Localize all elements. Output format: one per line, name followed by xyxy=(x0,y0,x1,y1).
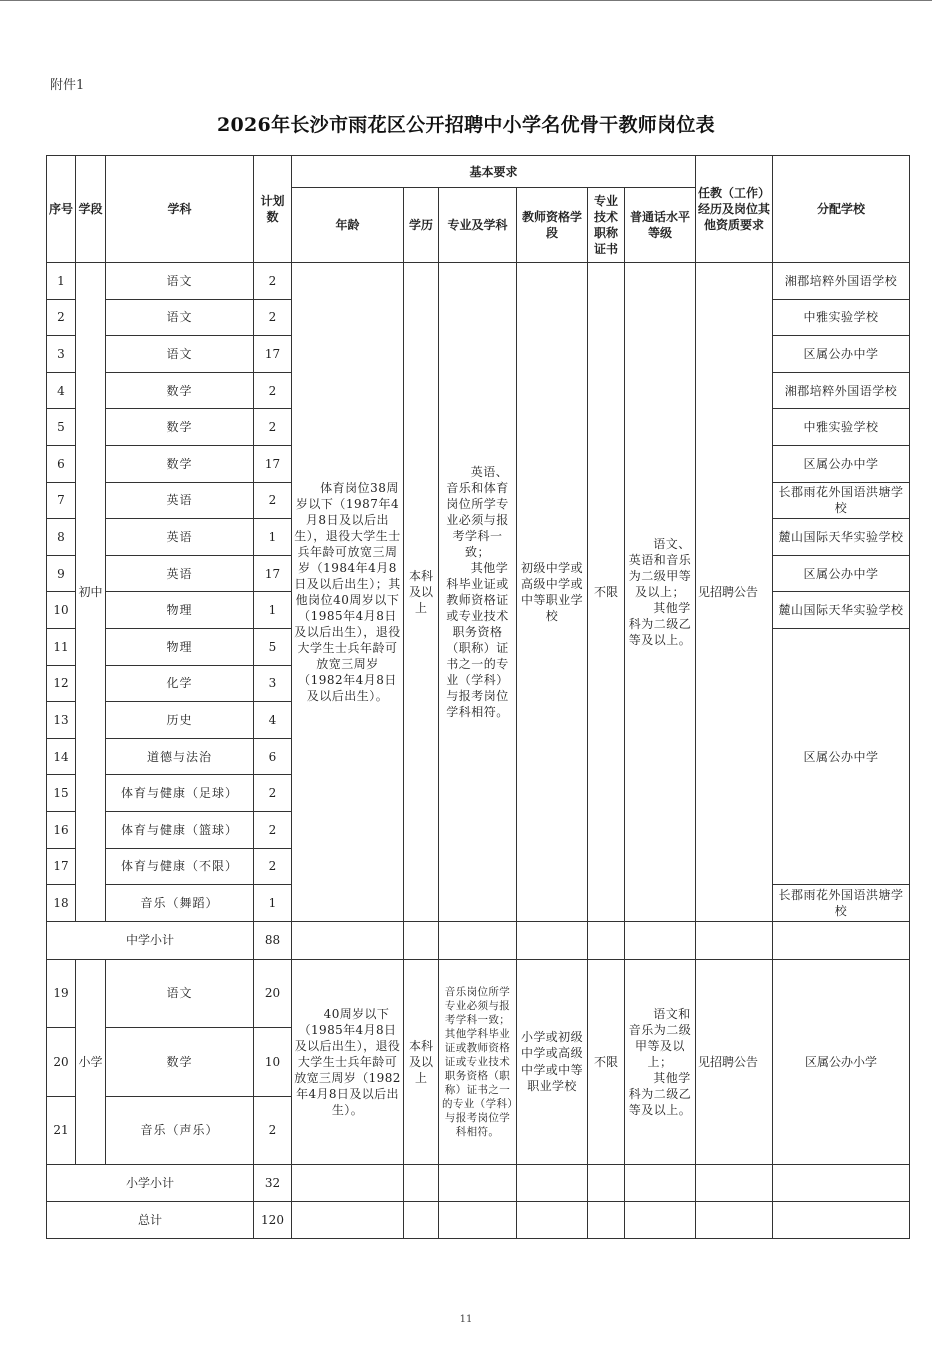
row-school: 区属公办中学 xyxy=(773,628,910,884)
row-subject: 语文 xyxy=(106,959,254,1028)
header-seq: 序号 xyxy=(47,156,76,263)
row-plan: 2 xyxy=(254,811,292,848)
empty-cell xyxy=(292,1165,404,1202)
row-plan: 2 xyxy=(254,299,292,336)
row-subject: 音乐（声乐） xyxy=(106,1096,254,1165)
row-plan: 5 xyxy=(254,628,292,665)
row-school: 麓山国际天华实验学校 xyxy=(773,519,910,556)
header-title-cert: 专业技术职称证书 xyxy=(588,188,625,263)
row-plan: 1 xyxy=(254,519,292,556)
page-title: 2026年长沙市雨花区公开招聘中小学名优骨干教师岗位表 xyxy=(217,114,715,136)
row-school: 湘郡培粹外国语学校 xyxy=(773,372,910,409)
row-school: 中雅实验学校 xyxy=(773,409,910,446)
row-subject: 物理 xyxy=(106,628,254,665)
primary-age-requirement: 40周岁以下（1985年4月8日及以后出生），退役大学生士兵年龄可放宽三周岁（1982年4月8日及以后出生）。 xyxy=(292,959,404,1165)
header-subject: 学科 xyxy=(106,156,254,263)
row-seq: 19 xyxy=(47,959,76,1028)
header-basic-requirements: 基本要求 xyxy=(292,156,696,188)
row-subject: 音乐（舞蹈） xyxy=(106,885,254,922)
empty-cell xyxy=(404,1165,439,1202)
empty-cell xyxy=(292,921,404,959)
row-seq: 21 xyxy=(47,1096,76,1165)
primary-mandarin-p1: 语文和音乐为二级甲等及以上； xyxy=(628,1006,692,1069)
empty-cell xyxy=(696,921,773,959)
row-school: 麓山国际天华实验学校 xyxy=(773,592,910,629)
row-seq: 3 xyxy=(47,336,76,373)
header-age: 年龄 xyxy=(292,188,404,263)
empty-cell xyxy=(517,921,588,959)
empty-cell xyxy=(696,1165,773,1202)
row-seq: 2 xyxy=(47,299,76,336)
row-subject: 语文 xyxy=(106,336,254,373)
empty-cell xyxy=(625,1165,696,1202)
total-value: 120 xyxy=(254,1202,292,1239)
empty-cell xyxy=(625,1202,696,1239)
stage-primary: 小学 xyxy=(76,959,106,1165)
row-school: 中雅实验学校 xyxy=(773,299,910,336)
empty-cell xyxy=(517,1165,588,1202)
row-school: 区属公办中学 xyxy=(773,555,910,592)
row-school: 长郡雨花外国语洪塘学校 xyxy=(773,885,910,922)
row-plan: 3 xyxy=(254,665,292,702)
row-subject: 物理 xyxy=(106,592,254,629)
attachment-label: 附件1 xyxy=(50,78,85,93)
row-subject: 体育与健康（足球） xyxy=(106,775,254,812)
row-subject: 历史 xyxy=(106,702,254,739)
primary-major-requirement: 音乐岗位所学专业必须与报考学科一致；其他学科毕业证或教师资格证或专业技术职务资格（职称）证书之一的专业（学科）与报考岗位学科相符。 xyxy=(439,959,517,1165)
row-plan: 17 xyxy=(254,555,292,592)
middle-other-requirement: 见招聘公告 xyxy=(696,263,773,922)
empty-cell xyxy=(588,1165,625,1202)
middle-title-cert: 不限 xyxy=(588,263,625,922)
top-border-line xyxy=(0,0,932,1)
total-row xyxy=(47,1202,910,1239)
total-label: 总计 xyxy=(47,1202,254,1239)
middle-age-requirement: 体育岗位38周岁以下（1987年4月8日及以后出生），退役大学生士兵年龄可放宽三周岁（1984年4月8日及以后出生）；其他岗位40周岁以下（1985年4月8日及以后出生），退役大学生士兵年龄可放宽三周岁（1982年4月8日及以后出生）。 xyxy=(292,263,404,922)
primary-mandarin-p2: 其他学科为二级乙等及以上。 xyxy=(628,1070,692,1117)
middle-mandarin-requirement xyxy=(625,263,696,922)
row-subject: 英语 xyxy=(106,555,254,592)
middle-education: 本科及以上 xyxy=(404,263,439,922)
row-seq: 4 xyxy=(47,372,76,409)
row-seq: 14 xyxy=(47,738,76,775)
middle-major-requirement xyxy=(439,263,517,922)
middle-major-p2: 其他学科毕业证或教师资格证或专业技术职务资格（职称）证书之一的专业（学科）与报考岗位学科相符。 xyxy=(446,560,509,719)
empty-cell xyxy=(625,921,696,959)
row-plan: 2 xyxy=(254,263,292,300)
empty-cell xyxy=(439,921,517,959)
empty-cell xyxy=(773,921,910,959)
empty-cell xyxy=(439,1202,517,1239)
row-plan: 2 xyxy=(254,848,292,885)
empty-cell xyxy=(439,1165,517,1202)
row-seq: 7 xyxy=(47,482,76,519)
empty-cell xyxy=(404,1202,439,1239)
middle-mandarin-p2: 其他学科为二级乙等及以上。 xyxy=(628,600,692,647)
table-row xyxy=(47,959,910,1028)
row-seq: 11 xyxy=(47,628,76,665)
primary-subtotal-value: 32 xyxy=(254,1165,292,1202)
row-subject: 数学 xyxy=(106,409,254,446)
header-education: 学历 xyxy=(404,188,439,263)
row-school: 湘郡培粹外国语学校 xyxy=(773,263,910,300)
row-seq: 15 xyxy=(47,775,76,812)
row-school: 区属公办中学 xyxy=(773,445,910,482)
row-seq: 12 xyxy=(47,665,76,702)
row-plan: 2 xyxy=(254,372,292,409)
empty-cell xyxy=(517,1202,588,1239)
header-stage: 学段 xyxy=(76,156,106,263)
header-plan: 计划数 xyxy=(254,156,292,263)
row-subject: 语文 xyxy=(106,299,254,336)
middle-cert-stage: 初级中学或高级中学或中等职业学校 xyxy=(517,263,588,922)
row-plan: 1 xyxy=(254,885,292,922)
row-plan: 1 xyxy=(254,592,292,629)
row-plan: 2 xyxy=(254,409,292,446)
primary-school: 区属公办小学 xyxy=(773,959,910,1165)
row-seq: 9 xyxy=(47,555,76,592)
empty-cell xyxy=(404,921,439,959)
row-seq: 5 xyxy=(47,409,76,446)
primary-mandarin-requirement xyxy=(625,959,696,1165)
primary-cert-stage: 小学或初级中学或高级中学或中等职业学校 xyxy=(517,959,588,1165)
row-plan: 10 xyxy=(254,1028,292,1097)
row-subject: 英语 xyxy=(106,519,254,556)
row-subject: 化学 xyxy=(106,665,254,702)
stage-middle: 初中 xyxy=(76,263,106,922)
row-plan: 17 xyxy=(254,445,292,482)
empty-cell xyxy=(696,1202,773,1239)
row-subject: 数学 xyxy=(106,1028,254,1097)
row-seq: 18 xyxy=(47,885,76,922)
row-plan: 17 xyxy=(254,336,292,373)
header-other-requirements: 任教（工作）经历及岗位其他资质要求 xyxy=(696,156,773,263)
row-plan: 6 xyxy=(254,738,292,775)
row-plan: 2 xyxy=(254,775,292,812)
row-plan: 2 xyxy=(254,1096,292,1165)
row-seq: 17 xyxy=(47,848,76,885)
table-row xyxy=(47,263,910,300)
primary-title-cert: 不限 xyxy=(588,959,625,1165)
row-subject: 道德与法治 xyxy=(106,738,254,775)
row-seq: 16 xyxy=(47,811,76,848)
middle-mandarin-p1: 语文、英语和音乐为二级甲等及以上； xyxy=(628,536,692,599)
empty-cell xyxy=(773,1202,910,1239)
middle-subtotal-row xyxy=(47,921,910,959)
row-school: 区属公办中学 xyxy=(773,336,910,373)
row-seq: 20 xyxy=(47,1028,76,1097)
empty-cell xyxy=(773,1165,910,1202)
row-subject: 体育与健康（不限） xyxy=(106,848,254,885)
empty-cell xyxy=(588,921,625,959)
middle-subtotal-label: 中学小计 xyxy=(47,921,254,959)
header-cert-stage: 教师资格学段 xyxy=(517,188,588,263)
header-mandarin: 普通话水平等级 xyxy=(625,188,696,263)
row-seq: 10 xyxy=(47,592,76,629)
page-number: 11 xyxy=(459,1314,473,1325)
empty-cell xyxy=(292,1202,404,1239)
header-major: 专业及学科 xyxy=(439,188,517,263)
row-subject: 英语 xyxy=(106,482,254,519)
middle-major-p1: 英语、音乐和体育岗位所学专业必须与报考学科一致； xyxy=(446,464,509,559)
row-seq: 1 xyxy=(47,263,76,300)
header-school: 分配学校 xyxy=(773,156,910,263)
row-plan: 2 xyxy=(254,482,292,519)
row-seq: 8 xyxy=(47,519,76,556)
row-seq: 6 xyxy=(47,445,76,482)
empty-cell xyxy=(588,1202,625,1239)
row-subject: 体育与健康（篮球） xyxy=(106,811,254,848)
row-subject: 数学 xyxy=(106,445,254,482)
row-plan: 20 xyxy=(254,959,292,1028)
middle-subtotal-value: 88 xyxy=(254,921,292,959)
row-subject: 语文 xyxy=(106,263,254,300)
primary-subtotal-row xyxy=(47,1165,910,1202)
row-seq: 13 xyxy=(47,702,76,739)
primary-other-requirement: 见招聘公告 xyxy=(696,959,773,1165)
primary-education: 本科及以上 xyxy=(404,959,439,1165)
positions-table xyxy=(46,155,910,1239)
row-subject: 数学 xyxy=(106,372,254,409)
primary-subtotal-label: 小学小计 xyxy=(47,1165,254,1202)
row-plan: 4 xyxy=(254,702,292,739)
row-school: 长郡雨花外国语洪塘学校 xyxy=(773,482,910,519)
